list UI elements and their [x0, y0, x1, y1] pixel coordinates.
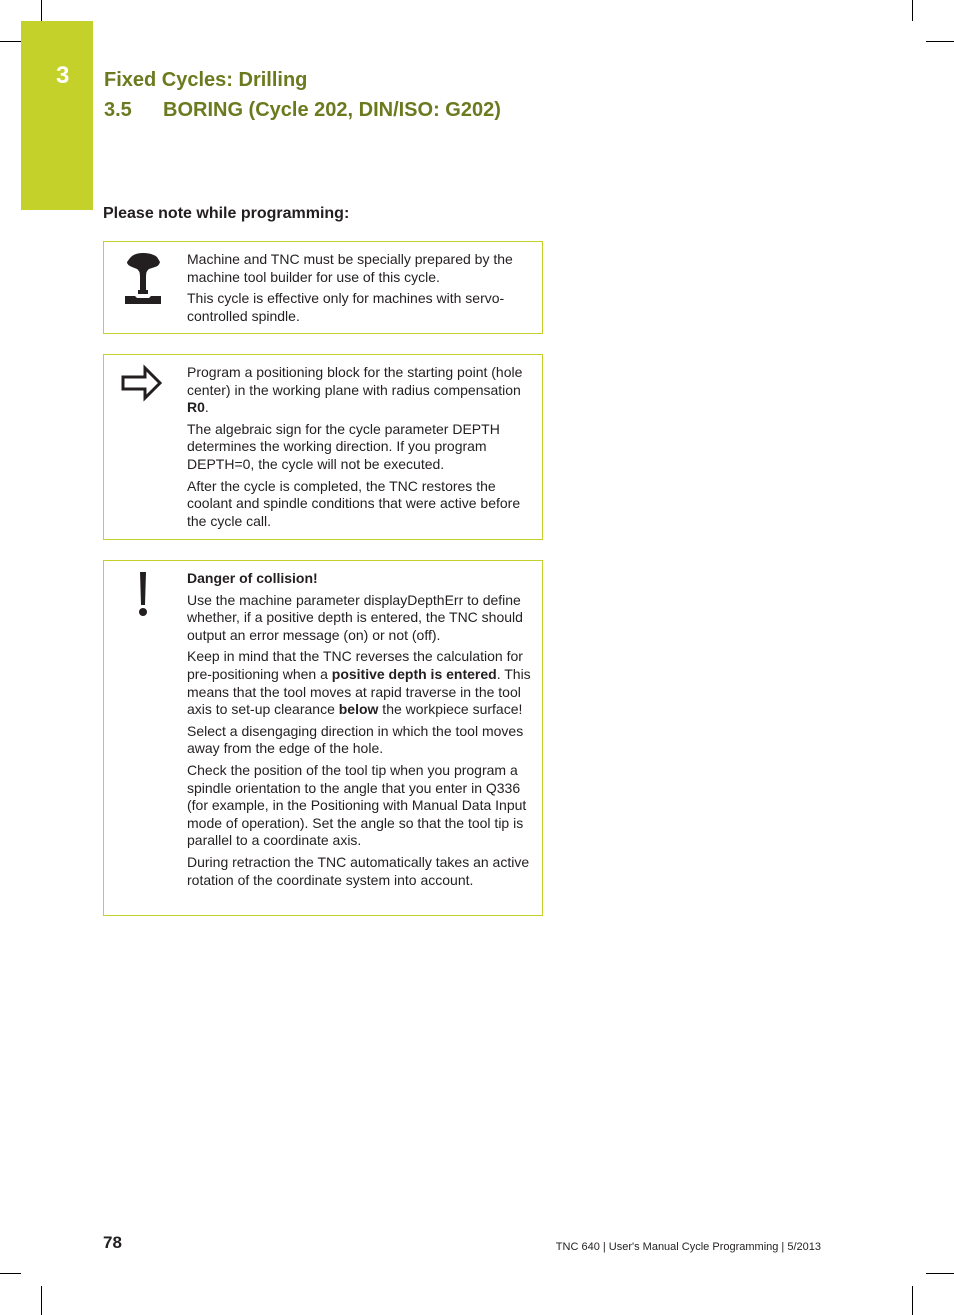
machine-note-box — [103, 241, 543, 334]
exclamation-icon — [104, 561, 186, 631]
crop-mark — [0, 1273, 21, 1274]
crop-mark — [0, 41, 21, 42]
section-title: BORING (Cycle 202, DIN/ISO: G202) — [163, 99, 501, 121]
warning-paragraph-2-a: Keep in mind that the TNC reverses the calculation for pre-positioning when a — [187, 648, 523, 682]
section-number: 3.5 — [104, 99, 132, 121]
warning-note-icon-col — [104, 561, 186, 915]
warning-note-box — [103, 560, 543, 916]
machine-note-paragraph-1: Machine and TNC must be specially prepared by the machine tool builder for use of this cycle. — [187, 251, 513, 285]
machine-note-paragraph-2: This cycle is effective only for machines with servo-controlled spindle. — [187, 290, 505, 324]
tip-note-icon-col — [104, 355, 186, 539]
crop-mark — [41, 1286, 42, 1315]
page-header — [104, 66, 501, 124]
warning-title: Danger of collision! — [187, 570, 318, 586]
chapter-tab — [21, 21, 93, 210]
warning-paragraph-2-e: the workpiece surface! — [378, 701, 523, 718]
tip-note-text — [187, 364, 539, 534]
chapter-number: 3 — [56, 62, 70, 89]
arrow-right-icon — [104, 355, 186, 415]
machine-note-text — [187, 251, 539, 329]
tip-note-box — [103, 354, 543, 540]
warning-paragraph-1: Use the machine parameter displayDepthErr to define whether, if a positive depth is entered, the TNC should output an error message (on) or not (off). — [187, 591, 523, 643]
warning-paragraph-3: Select a disengaging direction in which the tool moves away from the edge of the hole. — [187, 722, 524, 757]
crop-mark — [912, 0, 913, 21]
note-heading: Please note while programming: — [103, 205, 350, 222]
page-number: 78 — [103, 1233, 122, 1252]
tip-note-paragraph-3: After the cycle is completed, the TNC restores the coolant and spindle conditions that were active before the cycle call. — [187, 477, 521, 529]
crop-mark — [926, 1273, 954, 1274]
tip-note-paragraph-1-text: Program a positioning block for the starting point (hole center) in the working plane with radius compensation — [187, 364, 523, 398]
warning-paragraph-2 — [187, 648, 539, 718]
crop-mark — [926, 41, 954, 42]
machine-note-icon-col — [104, 242, 186, 333]
crop-mark — [41, 0, 42, 21]
warning-paragraph-4: Check the position of the tool tip when you program a spindle orientation to the angle that you enter in Q336 (for example, in the Positioning with Manual Data Input mode of operation). Set the angle so that the tool tip is parallel to a coordinate axis. — [187, 761, 527, 849]
footer-text: TNC 640 | User's Manual Cycle Programming | 5/2013 — [555, 1241, 821, 1253]
warning-paragraph-2-bold-a: positive depth is entered — [331, 665, 497, 682]
warning-note-text — [187, 570, 539, 893]
chapter-title: Fixed Cycles: Drilling — [104, 69, 308, 91]
radius-compensation-code: R0 — [187, 399, 205, 416]
warning-paragraph-2-bold-b: below — [338, 701, 379, 718]
machine-tool-icon — [104, 242, 186, 333]
tip-note-paragraph-1-end: . — [204, 399, 209, 416]
crop-mark — [912, 1286, 913, 1315]
tip-note-paragraph-2: The algebraic sign for the cycle parameter DEPTH determines the working direction. If you program DEPTH=0, the cycle will not be executed. — [187, 420, 500, 472]
tip-note-paragraph-1 — [187, 364, 539, 417]
warning-paragraph-5: During retraction the TNC automatically takes an active rotation of the coordinate system into account. — [187, 853, 530, 888]
warning-paragraph-2-c: . This means that the tool moves at rapid traverse in the tool axis to set-up clearance — [187, 665, 531, 718]
section-title-row — [104, 96, 501, 124]
